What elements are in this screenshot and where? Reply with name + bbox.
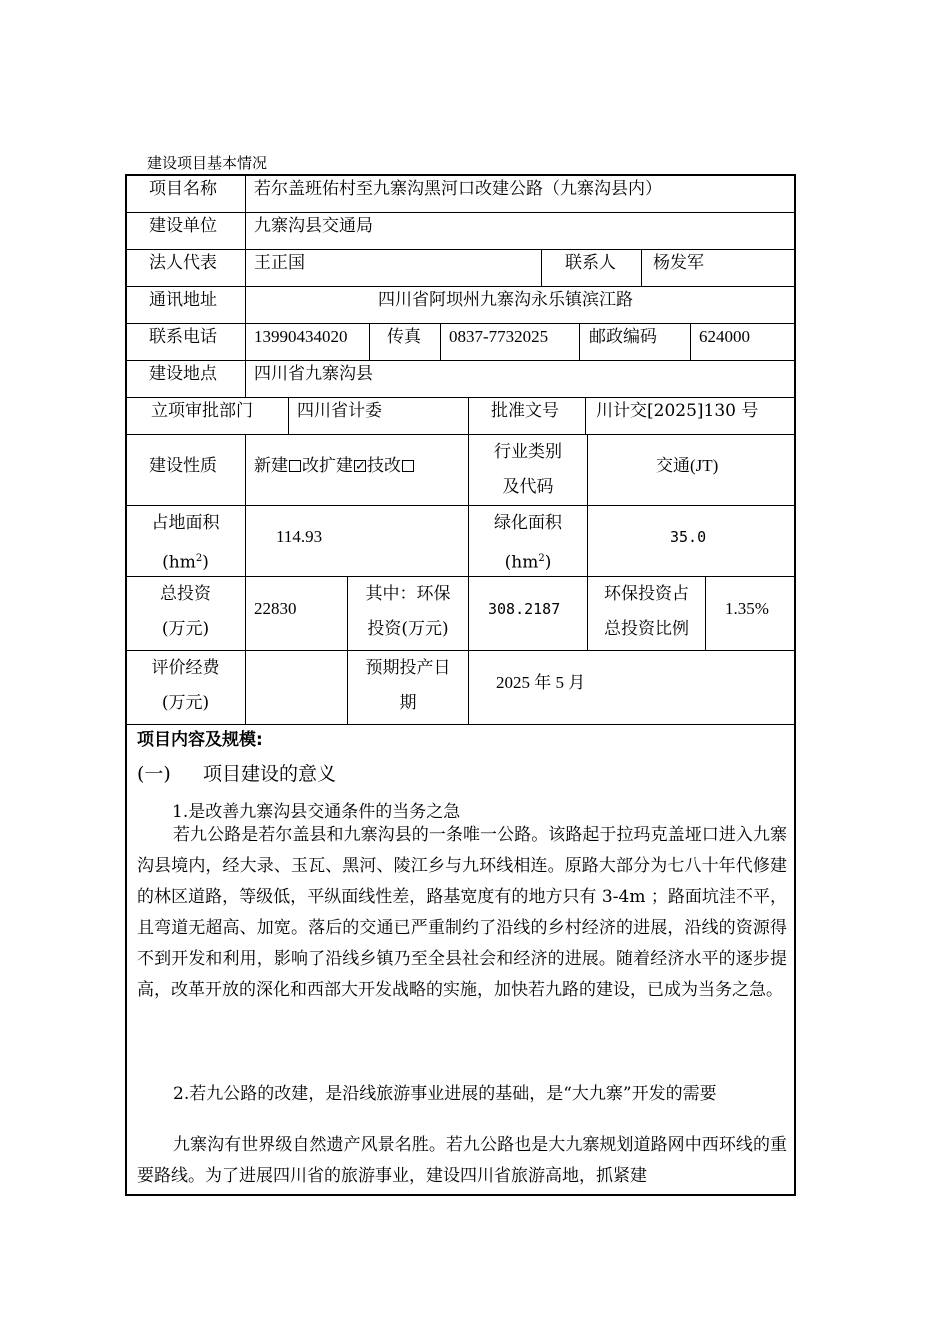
column-divider xyxy=(288,397,289,434)
production-date-label: 预期投产日 期 xyxy=(365,658,451,713)
row-divider xyxy=(126,434,795,435)
option-tech-checkbox[interactable] xyxy=(402,460,414,472)
point-1-body: 若九公路是若尔盖县和九寨沟县的一条唯一公路。该路起于拉玛克盖垭口进入九寨沟县境内，经大录、玉瓦、黑河、陵江乡与九环线相连。原路大部分为七八十年代修建的林区道路，等级低，平纵面线性差，路基宽度有的地方只有 3-4m ；路面坑洼不平，且弯道无超高、加宽。落后的交通已严重制约了沿线的乡村经济的进展，沿线的资源得不到开发和利用，影响了沿线乡镇乃至全县社会和经济的进展。随着经济水平的逐步提高，改革开放的深化和西部大开发战略的实施，加快若九路的建设，已成为当务之急。 xyxy=(137,825,787,1000)
project-name-label: 项目名称 xyxy=(149,179,217,199)
env-investment-value: 308.2187 xyxy=(488,600,561,618)
postal-code-label: 邮政编码 xyxy=(589,327,657,347)
option-new-checkbox[interactable] xyxy=(289,460,301,472)
industry-label: 行业类别 及代码 xyxy=(494,442,562,497)
nature-options xyxy=(254,455,415,477)
table-caption: 建设项目基本情况 xyxy=(147,154,268,172)
fax-value: 0837-7732025 xyxy=(449,327,549,346)
column-divider xyxy=(690,323,691,360)
legal-rep-label: 法人代表 xyxy=(149,253,217,273)
column-divider xyxy=(440,323,441,360)
option-expand-label: 改扩建 xyxy=(302,456,353,476)
approval-doc-value: 川计交[2025]130 号 xyxy=(596,401,759,421)
column-divider xyxy=(369,323,370,360)
option-tech-label: 技改 xyxy=(367,456,401,476)
contact-label: 联系人 xyxy=(565,253,616,273)
fax-label: 传真 xyxy=(387,327,421,347)
approval-dept-label: 立项审批部门 xyxy=(151,401,253,421)
row-divider xyxy=(126,323,795,324)
green-area-value: 35.0 xyxy=(670,528,707,546)
approval-doc-label: 批准文号 xyxy=(491,401,559,421)
postal-code-value: 624000 xyxy=(699,327,750,346)
env-investment-label: 其中：环保 投资(万元) xyxy=(365,584,451,639)
column-divider xyxy=(579,323,580,360)
point-1-title: 1.是改善九寨沟县交通条件的当务之急 xyxy=(172,802,461,822)
row-divider xyxy=(126,397,795,398)
option-new-label: 新建 xyxy=(254,456,288,476)
phone-value: 13990434020 xyxy=(254,327,348,346)
green-area-label: 绿化面积 $(hm^2)$ xyxy=(494,513,562,573)
row-divider xyxy=(126,724,795,725)
column-divider xyxy=(541,249,542,286)
column-divider xyxy=(245,175,246,397)
phone-label: 联系电话 xyxy=(149,327,217,347)
row-divider xyxy=(126,286,795,287)
nature-label: 建设性质 xyxy=(149,456,217,476)
investment-label: 总投资 (万元) xyxy=(160,584,211,639)
builder-label: 建设单位 xyxy=(149,216,217,236)
row-divider xyxy=(126,212,795,213)
row-divider xyxy=(126,360,795,361)
area-value: 114.93 xyxy=(276,527,323,546)
point-2-body: 九寨沟有世界级自然遗产风景名胜。若九公路也是大九寨规划道路网中西环线的重要路线。为了进展四川省的旅游事业，建设四川省旅游高地，抓紧建 xyxy=(137,1135,787,1186)
column-divider xyxy=(641,249,642,286)
address-label: 通讯地址 xyxy=(149,290,217,310)
location-value: 四川省九寨沟县 xyxy=(254,364,373,384)
industry-value: 交通(JT) xyxy=(656,456,719,475)
legal-rep-value: 王正国 xyxy=(254,253,305,273)
location-label: 建设地点 xyxy=(149,364,217,384)
section-title: 项目建设的意义 xyxy=(203,763,337,785)
env-ratio-label: 环保投资占 总投资比例 xyxy=(604,584,689,639)
contact-value: 杨发军 xyxy=(653,253,704,273)
option-expand-checkbox[interactable] xyxy=(354,460,366,472)
content-heading: 项目内容及规模: xyxy=(137,730,263,750)
column-divider xyxy=(585,397,586,434)
env-ratio-value: 1.35% xyxy=(725,599,769,618)
column-divider xyxy=(245,434,246,724)
project-name-value: 若尔盖班佑村至九寨沟黑河口改建公路（九寨沟县内） xyxy=(254,179,662,199)
investment-value: 22830 xyxy=(254,599,297,618)
address-value: 四川省阿坝州九寨沟永乐镇滨江路 xyxy=(378,290,633,310)
production-date-value: 2025 年 5 月 xyxy=(496,673,586,692)
row-divider xyxy=(126,249,795,250)
point-2-title: 2.若九公路的改建，是沿线旅游事业进展的基础，是“大九寨”开发的需要 xyxy=(173,1084,717,1104)
evaluation-fee-label: 评价经费 (万元) xyxy=(151,658,220,713)
builder-value: 九寨沟县交通局 xyxy=(254,216,373,236)
approval-dept-value: 四川省计委 xyxy=(297,401,382,421)
section-number: (一) xyxy=(137,763,171,785)
column-divider xyxy=(705,576,706,650)
area-label: 占地面积 $(hm^2)$ xyxy=(151,513,220,573)
